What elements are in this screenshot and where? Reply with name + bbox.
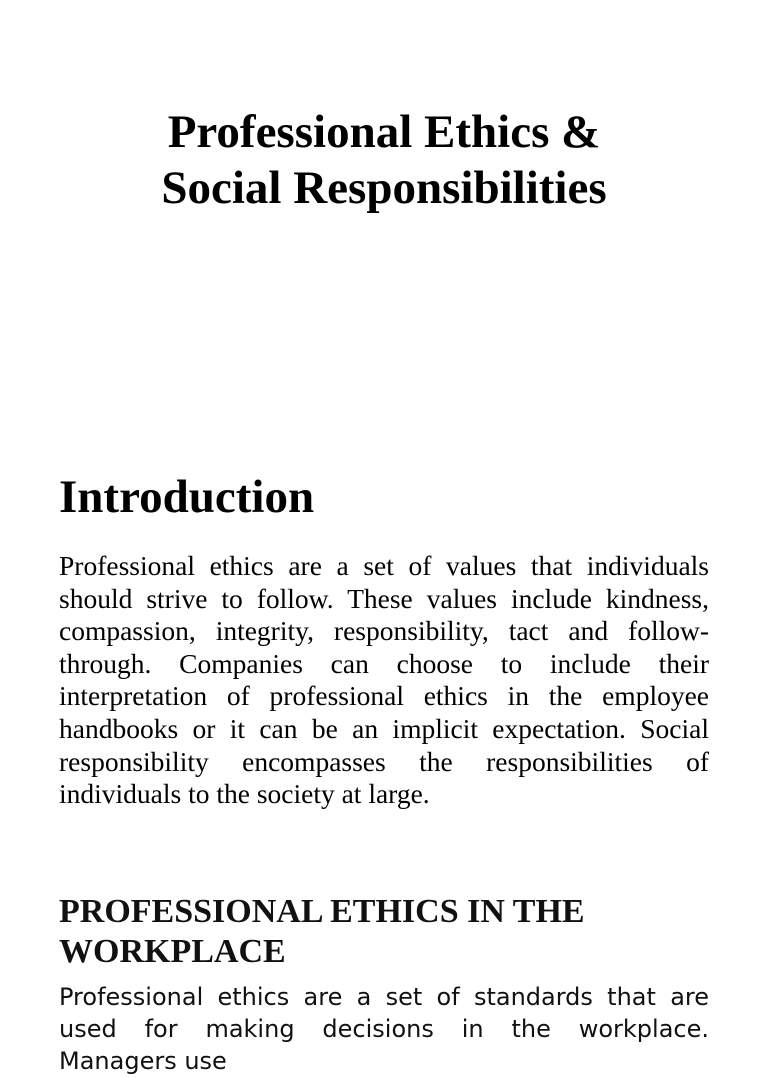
document-title xyxy=(0,104,768,216)
introduction-paragraph: Professional ethics are a set of values that individuals should strive to follow. These values include kindness, compassion, integrity, responsibility, tact and follow-through. Companies can choose to include their interpretation of professional ethics in the employee handbooks or it can be an implicit expectation. Social responsibility encompasses the responsibilities of individuals to the society at large. xyxy=(59,550,709,810)
document-title-line-1: Professional Ethics & xyxy=(167,106,601,158)
workplace-ethics-heading: PROFESSIONAL ETHICS IN THE WORKPLACE xyxy=(59,893,585,970)
workplace-ethics-paragraph: Professional ethics are a set of standards that are used for making decisions in the workplace. Managers use xyxy=(59,983,709,1075)
introduction-heading: Introduction xyxy=(59,471,315,523)
document-title-line-2: Social Responsibilities xyxy=(161,162,607,214)
